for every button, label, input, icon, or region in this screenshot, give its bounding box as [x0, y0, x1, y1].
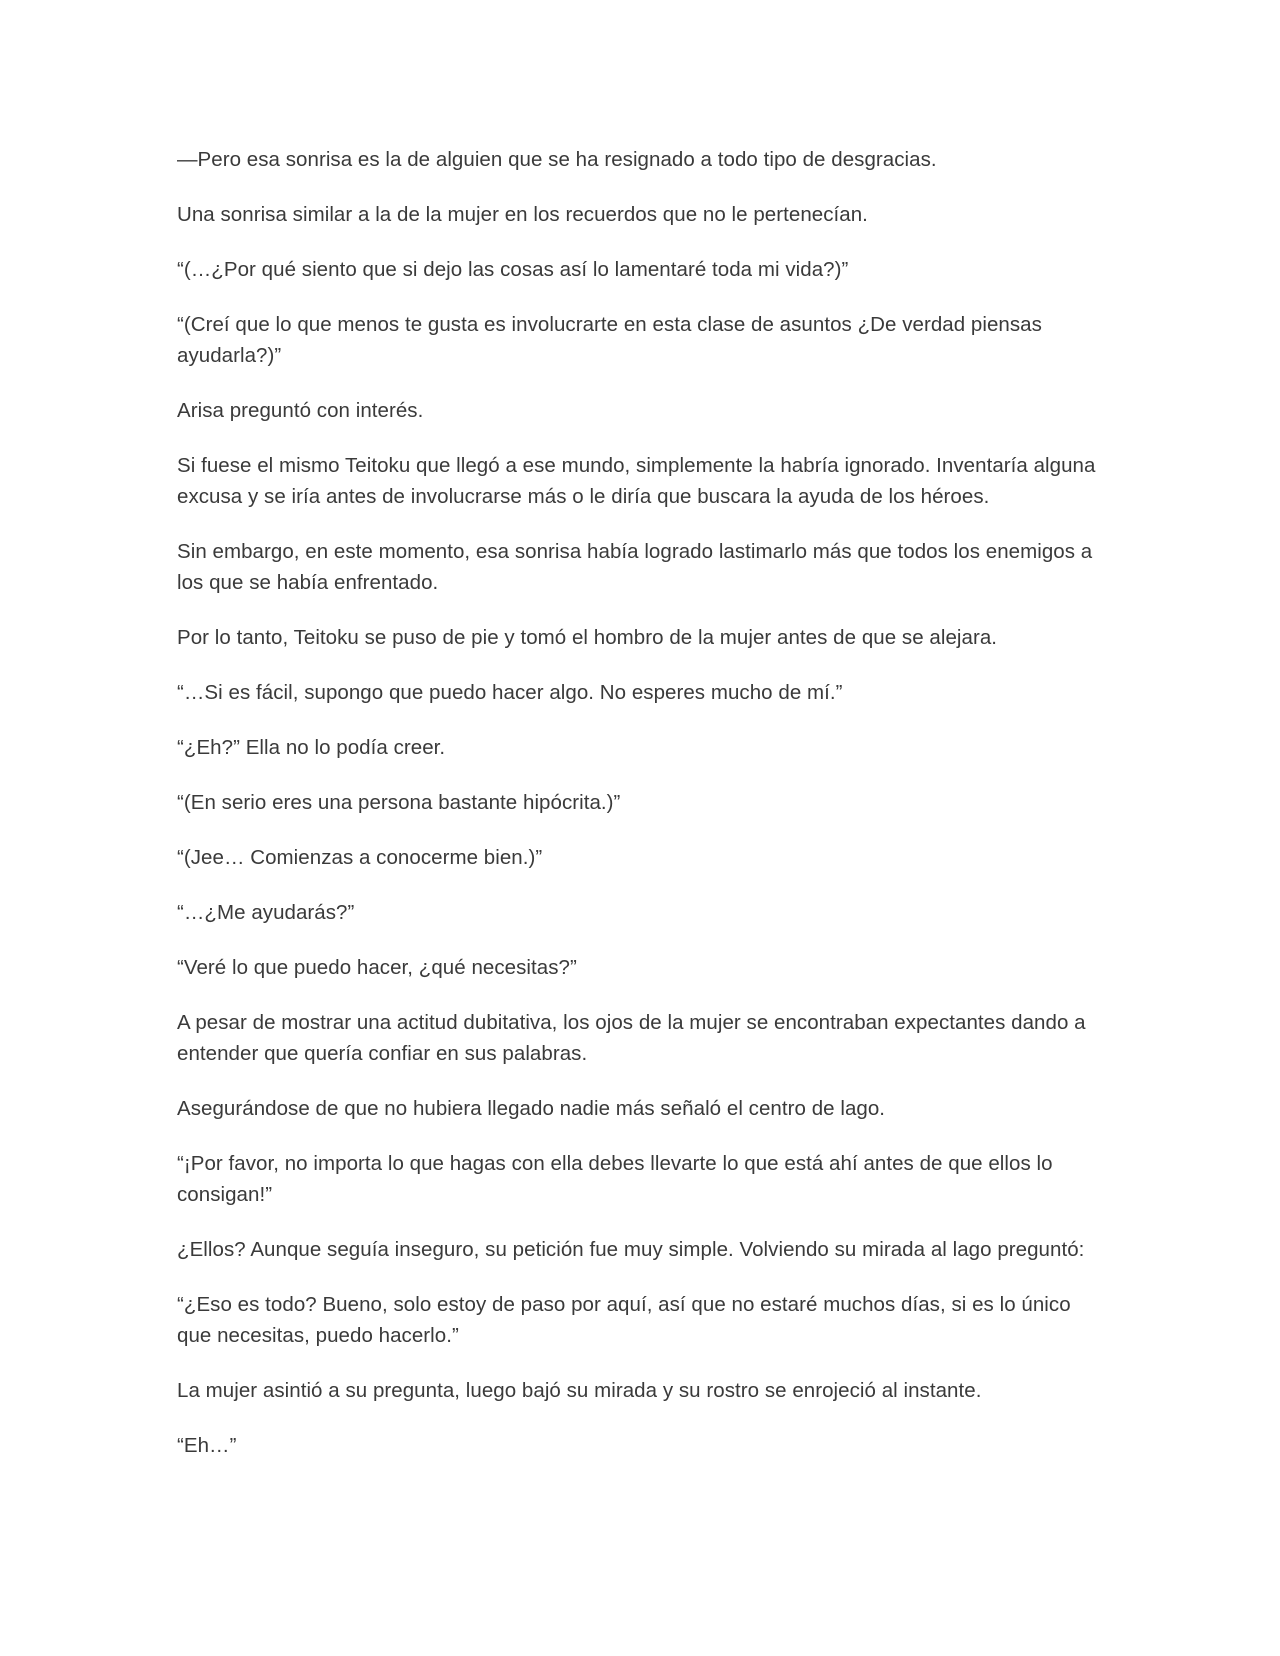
- paragraph-5: Arisa preguntó con interés.: [177, 399, 424, 422]
- paragraph-10: “¿Eh?” Ella no lo podía creer.: [177, 736, 446, 759]
- paragraph-15: A pesar de mostrar una actitud dubitativa, los ojos de la mujer se encontraban expectantes dando a entender que quería confiar en sus palabras.: [177, 1011, 1086, 1065]
- document-body: [177, 144, 1100, 1461]
- paragraph-4: “(Creí que lo que menos te gusta es involucrarte en esta clase de asuntos ¿De verdad piensas ayudarla?)”: [177, 313, 1042, 367]
- paragraph-19: “¿Eso es todo? Bueno, solo estoy de paso por aquí, así que no estaré muchos días, si es lo único que necesitas, puedo hacerlo.”: [177, 1293, 1071, 1347]
- paragraph-14: “Veré lo que puedo hacer, ¿qué necesitas?”: [177, 956, 577, 979]
- paragraph-21: “Eh…”: [177, 1434, 237, 1457]
- paragraph-18: ¿Ellos? Aunque seguía inseguro, su petición fue muy simple. Volviendo su mirada al lago preguntó:: [177, 1238, 1085, 1261]
- paragraph-8: Por lo tanto, Teitoku se puso de pie y tomó el hombro de la mujer antes de que se alejara.: [177, 626, 998, 649]
- paragraph-17: “¡Por favor, no importa lo que hagas con ella debes llevarte lo que está ahí antes de que ellos lo consigan!”: [177, 1152, 1053, 1206]
- paragraph-3: “(…¿Por qué siento que si dejo las cosas así lo lamentaré toda mi vida?)”: [177, 258, 849, 281]
- paragraph-20: La mujer asintió a su pregunta, luego bajó su mirada y su rostro se enrojeció al instante.: [177, 1379, 982, 1402]
- paragraph-7: Sin embargo, en este momento, esa sonrisa había logrado lastimarlo más que todos los enemigos a los que se había enfrentado.: [177, 540, 1093, 594]
- paragraph-1: —Pero esa sonrisa es la de alguien que se ha resignado a todo tipo de desgracias.: [177, 148, 937, 171]
- paragraph-12: “(Jee… Comienzas a conocerme bien.)”: [177, 846, 543, 869]
- paragraph-13: “…¿Me ayudarás?”: [177, 901, 355, 924]
- paragraph-6: Si fuese el mismo Teitoku que llegó a ese mundo, simplemente la habría ignorado. Inventaría alguna excusa y se iría antes de involucrarse más o le diría que buscara la ayuda de los héroes.: [177, 454, 1096, 508]
- paragraph-2: Una sonrisa similar a la de la mujer en los recuerdos que no le pertenecían.: [177, 203, 868, 226]
- paragraph-9: “…Si es fácil, supongo que puedo hacer algo. No esperes mucho de mí.”: [177, 681, 843, 704]
- paragraph-16: Asegurándose de que no hubiera llegado nadie más señaló el centro de lago.: [177, 1097, 886, 1120]
- paragraph-11: “(En serio eres una persona bastante hipócrita.)”: [177, 791, 621, 814]
